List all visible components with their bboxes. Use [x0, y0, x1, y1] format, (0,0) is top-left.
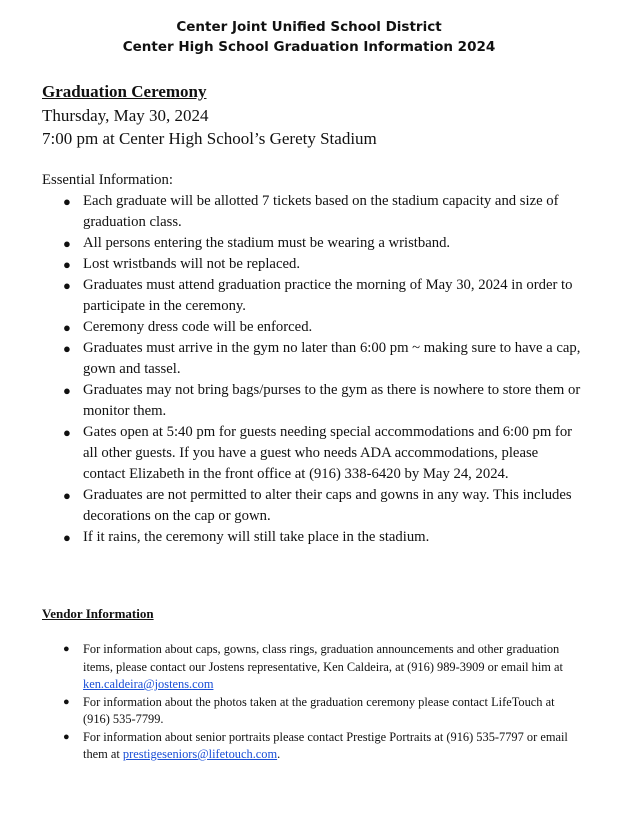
list-item-end: . — [277, 747, 281, 761]
list-item — [42, 694, 576, 729]
essential-list — [42, 191, 582, 548]
bullet-icon: ● — [63, 643, 70, 655]
jostens-email-link[interactable]: ken.caldeira@jostens.com — [83, 677, 214, 691]
bullet-icon: ● — [63, 425, 71, 440]
list-item-text: Ceremony dress code will be enforced. — [83, 319, 313, 335]
essential-section — [42, 170, 582, 548]
list-item-text: Graduates must attend graduation practice the morning of May 30, 2024 in order to participate in the ceremony. — [83, 277, 573, 314]
prestige-email-link[interactable]: prestigeseniors@lifetouch.com — [122, 747, 278, 761]
list-item-text: For information about caps, gowns, class rings, graduation announcements and other graduation items, please contact our Jostens representative, Ken Caldeira, at (916) 989-3909 or email him at — [83, 642, 563, 674]
ceremony-section — [42, 80, 582, 151]
list-item-text: Graduates are not permitted to alter their caps and gowns in any way. This includes decorations on the cap or gown. — [83, 487, 572, 524]
vendor-title: Vendor Information — [42, 606, 154, 621]
list-item — [42, 380, 582, 422]
bullet-icon: ● — [63, 236, 71, 251]
list-item — [42, 527, 582, 548]
ceremony-time-location: 7:00 pm at Center High School’s Gerety Stadium — [42, 129, 377, 148]
list-item-text: Each graduate will be allotted 7 tickets based on the stadium capacity and size of graduation class. — [83, 193, 559, 230]
bullet-icon: ● — [63, 341, 71, 356]
list-item — [42, 191, 582, 233]
document-title: Center High School Graduation Information 2024 — [122, 39, 496, 55]
ceremony-date: Thursday, May 30, 2024 — [42, 105, 209, 125]
list-item-text: All persons entering the stadium must be wearing a wristband. — [83, 235, 451, 251]
list-item — [42, 254, 582, 275]
bullet-icon: ● — [63, 383, 71, 398]
bullet-icon: ● — [63, 730, 70, 743]
list-item-text: Lost wristbands will not be replaced. — [83, 256, 300, 272]
bullet-icon: ● — [63, 278, 71, 293]
list-item-text: If it rains, the ceremony will still take place in the stadium. — [83, 529, 430, 545]
bullet-icon: ● — [63, 257, 71, 272]
document-header — [0, 17, 618, 57]
list-item-text: Graduates must arrive in the gym no later than 6:00 pm ~ making sure to have a cap, gown and tassel. — [83, 340, 581, 377]
district-name: Center Joint Unified School District — [176, 19, 442, 35]
vendor-list — [42, 641, 576, 764]
list-item — [42, 641, 576, 694]
list-item-text: For information about the photos taken at the graduation ceremony please contact LifeTouch at (916) 535-7799. — [83, 694, 555, 726]
vendor-section — [42, 641, 576, 764]
essential-heading: Essential Information: — [42, 172, 173, 188]
list-item-text: Gates open at 5:40 pm for guests needing special accommodations and 6:00 pm for all other guests. If you have a guest who needs ADA accommodations, please contact Elizabeth in the front office at (916) 338-6420 by May 24, 2024. — [83, 424, 573, 482]
list-item — [42, 233, 582, 254]
ceremony-title: Graduation Ceremony — [42, 82, 207, 101]
bullet-icon: ● — [63, 695, 70, 708]
bullet-icon: ● — [63, 488, 71, 503]
list-item — [42, 275, 582, 317]
list-item — [42, 485, 582, 527]
bullet-icon: ● — [63, 194, 71, 209]
list-item — [42, 338, 582, 380]
list-item — [42, 317, 582, 338]
bullet-icon: ● — [63, 530, 71, 545]
list-item-text: For information about senior portraits please contact Prestige Portraits at (916) 535-7797 or email them at — [83, 729, 568, 761]
list-item — [42, 422, 582, 485]
list-item-text: Graduates may not bring bags/purses to the gym as there is nowhere to store them or monitor them. — [83, 382, 581, 419]
bullet-icon: ● — [63, 320, 71, 335]
list-item — [42, 729, 576, 764]
